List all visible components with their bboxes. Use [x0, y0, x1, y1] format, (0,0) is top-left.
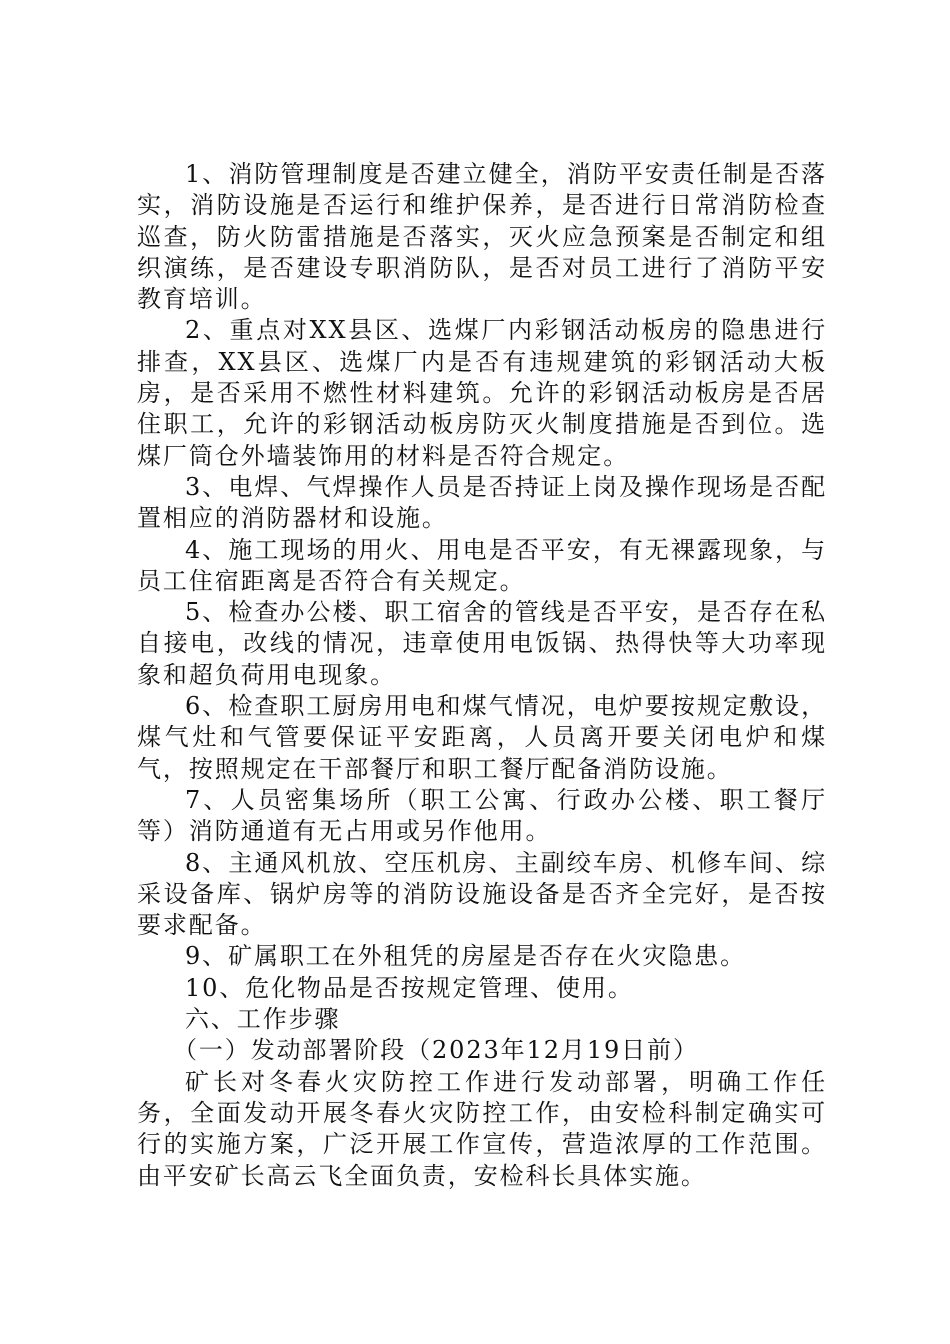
closing-paragraph: 矿长对冬春火灾防控工作进行发动部署，明确工作任务，全面发动开展冬春火灾防控工作，由安检科制定确实可行的实施方案，广泛开展工作宣传，营造浓厚的工作范围。由平安矿长高云飞全面负责，安检科长具体实施。: [137, 1067, 827, 1190]
paragraph-item-10: 10、危化物品是否按规定管理、使用。: [185, 973, 634, 1002]
paragraph-item-6: 6、检查职工厨房用电和煤气情况，电炉要按规定敷设，煤气灶和气管要保证平安距离，人员离开要关闭电炉和煤气，按照规定在干部餐厅和职工餐厅配备消防设施。: [137, 692, 827, 783]
paragraph-item-8: 8、主通风机放、空压机房、主副绞车房、机修车间、综采设备库、锅炉房等的消防设施设备是否齐全完好，是否按要求配备。: [137, 848, 827, 940]
paragraph-item-3: 3、电焊、气焊操作人员是否持证上岗及操作现场是否配置相应的消防器材和设施。: [137, 472, 827, 533]
subsection-heading: （一）发动部署阶段（2023年12月19日前）: [173, 1036, 699, 1065]
paragraph-item-4: 4、施工现场的用火、用电是否平安，有无裸露现象，与员工住宿距离是否符合有关规定。: [137, 535, 827, 595]
paragraph-item-7: 7、人员密集场所（职工公寓、行政办公楼、职工餐厅等）消防通道有无占用或另作他用。: [137, 785, 827, 846]
paragraph-item-9: 9、矿属职工在外租凭的房屋是否存在火灾隐患。: [185, 942, 747, 971]
section-heading: 六、工作步骤: [185, 1005, 341, 1034]
document-body: [137, 159, 827, 1192]
paragraph-item-2: 2、重点对XX县区、选煤厂内彩钢活动板房的隐患进行排查，XX县区、选煤厂内是否有违规建筑的彩钢活动大板房，是否采用不燃性材料建筑。允许的彩钢活动板房是否居住职工，允许的彩钢活动板房防灭火制度措施是否到位。选煤厂筒仓外墙装饰用的材料是否符合规定。: [137, 316, 827, 470]
paragraph-item-1: 1、消防管理制度是否建立健全，消防平安责任制是否落实，消防设施是否运行和维护保养，是否进行日常消防检查巡查，防火防雷措施是否落实，灭火应急预案是否制定和组织演练，是否建设专职消防队，是否对员工进行了消防平安教育培训。: [137, 160, 827, 314]
paragraph-item-5: 5、检查办公楼、职工宿舍的管线是否平安，是否存在私自接电，改线的情况，违章使用电饭锅、热得快等大功率现象和超负荷用电现象。: [137, 598, 827, 689]
